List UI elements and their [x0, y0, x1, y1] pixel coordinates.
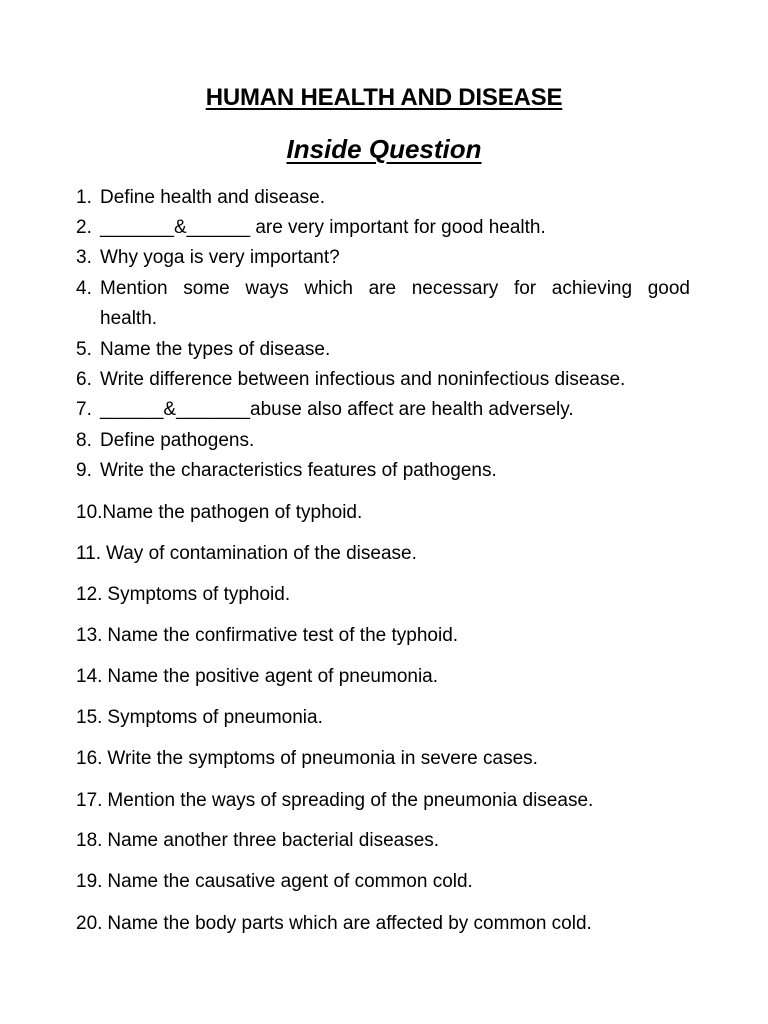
question-number: 12. — [76, 584, 103, 605]
question-number: 16. — [76, 748, 103, 769]
question-number: 6. — [76, 369, 92, 390]
question-text: Define pathogens. — [100, 430, 255, 451]
question-text: Mention the ways of spreading of the pneumonia disease. — [107, 790, 594, 811]
question-number: 8. — [76, 430, 92, 451]
question-text: Name the causative agent of common cold. — [107, 871, 473, 892]
question-text: Define health and disease. — [100, 187, 325, 208]
question-text: Name the positive agent of pneumonia. — [107, 666, 439, 687]
question-text: Symptoms of pneumonia. — [107, 707, 323, 728]
question-item — [76, 867, 473, 897]
question-number: 7. — [76, 399, 92, 420]
question-item — [76, 703, 323, 733]
question-number: 1. — [76, 187, 92, 208]
question-number: 19. — [76, 871, 103, 892]
question-item — [76, 183, 325, 213]
question-item — [76, 274, 690, 334]
question-text: ______&_______abuse also affect are health adversely. — [100, 399, 574, 420]
question-number: 15. — [76, 707, 103, 728]
question-number: 9. — [76, 460, 92, 481]
question-item — [76, 395, 574, 425]
question-item — [76, 456, 497, 486]
question-item — [76, 365, 625, 395]
question-item — [76, 539, 417, 569]
question-number: 13. — [76, 625, 103, 646]
question-text: Symptoms of typhoid. — [107, 584, 291, 605]
question-text: Write difference between infectious and noninfectious disease. — [100, 369, 626, 390]
question-text: Why yoga is very important? — [100, 247, 340, 268]
question-text: Name the types of disease. — [100, 339, 331, 360]
question-number: 14. — [76, 666, 103, 687]
question-item — [76, 335, 330, 365]
question-text: Name the body parts which are affected by common cold. — [107, 913, 592, 934]
page-subtitle: Inside Question — [286, 134, 482, 164]
question-item — [76, 580, 290, 610]
question-item — [76, 243, 340, 273]
question-item — [76, 662, 438, 692]
question-item — [76, 744, 538, 774]
question-number: 3. — [76, 247, 92, 268]
question-item — [76, 498, 362, 528]
question-item — [76, 621, 458, 651]
question-number: 4. — [76, 278, 92, 299]
question-text: Name the pathogen of typhoid. — [102, 502, 363, 523]
question-number: 18. — [76, 830, 103, 851]
question-number: 2. — [76, 217, 92, 238]
question-item — [76, 213, 546, 243]
page-title: HUMAN HEALTH AND DISEASE — [205, 84, 563, 111]
question-text-continued: health. — [100, 308, 158, 329]
question-text: Way of contamination of the disease. — [106, 543, 417, 564]
question-text: Write the characteristics features of pathogens. — [100, 460, 497, 481]
question-number: 20. — [76, 913, 103, 934]
question-item — [76, 909, 592, 939]
question-number: 11. — [76, 543, 102, 564]
question-item — [76, 786, 593, 816]
question-item — [76, 826, 439, 856]
question-number: 10. — [76, 502, 103, 523]
question-text: _______&______ are very important for good health. — [100, 217, 546, 238]
question-text: Name the confirmative test of the typhoid. — [107, 625, 459, 646]
question-number: 5. — [76, 339, 92, 360]
question-text: Write the symptoms of pneumonia in severe cases. — [107, 748, 538, 769]
question-item — [76, 426, 254, 456]
question-text: Mention some ways which are necessary for achieving good — [100, 278, 690, 299]
question-text: Name another three bacterial diseases. — [107, 830, 440, 851]
question-number: 17. — [76, 790, 103, 811]
